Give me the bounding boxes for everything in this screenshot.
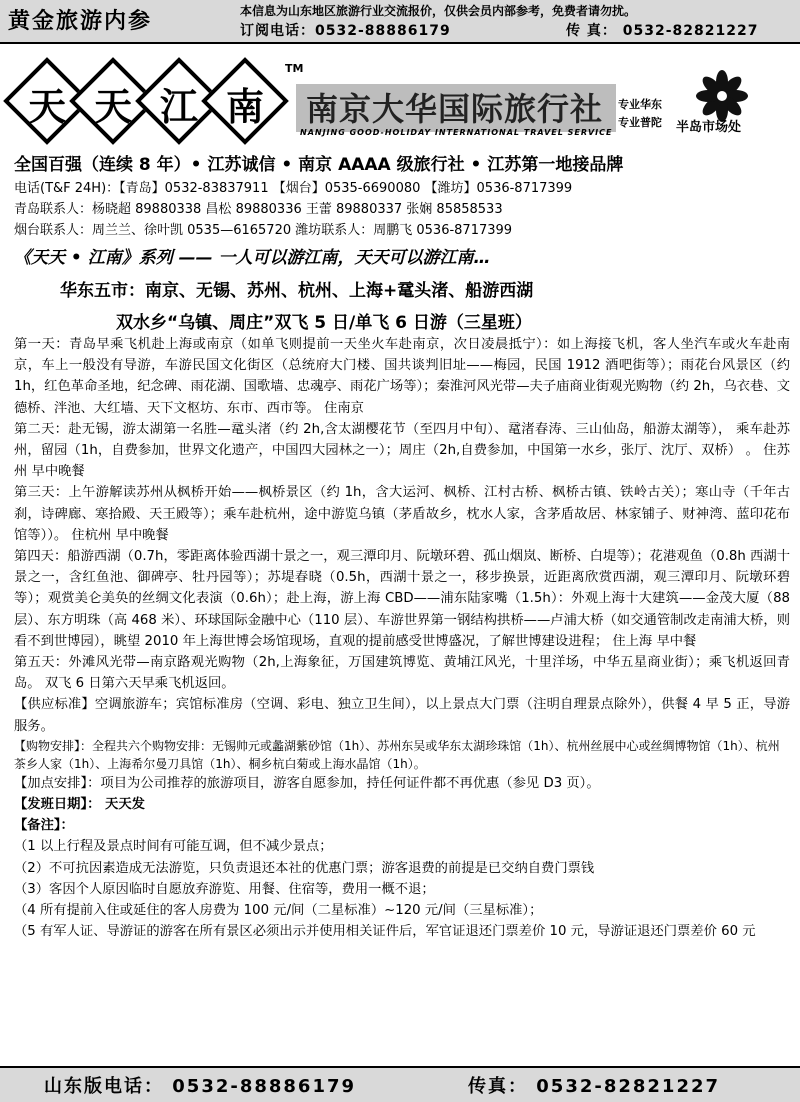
yantai-weifang-contacts: 烟台联系人：周兰兰、徐叶凯 0535—6165720 潍坊联系人：周鹏飞 0536-8717399 — [14, 223, 513, 238]
logo-char-4: 南 — [225, 84, 264, 129]
day-3: 第三天：上午游解读苏州从枫桥开始——枫桥景区（约 1h，含大运河、枫桥、江村古桥、枫桥古镇、铁岭古关）；寒山寺（千年古刹，诗碑廊、寒拾殿、天王殿等）；乘车赴杭州，途中游览乌镇（茅盾故乡，枕水人家，含茅盾故居、林家铺子、财神湾、蓝印花布馆等））。 住杭州 早中晚餐 — [14, 485, 790, 543]
remark-item: （5 有军人证、导游证的游客在所有景区必须出示并使用相关证件后，军官证退还门票差价 10 元，导游证退还门票差价 60 元 — [14, 924, 756, 940]
product-title: 双水乡“乌镇、周庄”双飞 5 日/单飞 6 日游（三星班） — [116, 313, 532, 333]
remark-item: （2）不可抗因素造成无法游览，只负责退还本社的优惠门票；游客退费的前提是已交纳自费门票钱 — [14, 860, 595, 876]
agency-english-name: NANJING GOOD-HOLIDAY INTERNATIONAL TRAVEL SERVICE — [300, 128, 613, 137]
series-title: 《天天 • 江南》系列 —— 一人可以游江南，天天可以游江南… — [14, 248, 491, 268]
logo-char-2: 天 — [93, 84, 132, 129]
credentials-line: 全国百强（连续 8 年）• 江苏诚信 • 南京 AAAA 级旅行社 • 江苏第一地接品牌 — [14, 155, 624, 175]
day-5: 第五天：外滩风光带—南京路观光购物（2h,上海象征，万国建筑博览、黄埔江风光，十里洋场，中华五星商业街）；乘飞机返回青岛。 双飞 6 日第六天早乘飞机返回。 — [14, 655, 790, 692]
header-fax: 传 真： 0532-82821227 — [566, 23, 759, 39]
day-2: 第二天：赴无锡，游太湖第一名胜—鼋头渚（约 2h,含太湖樱花节（至四月中旬）、鼋渚春涛、三山仙岛，船游太湖等）， 乘车赴苏州，留园（1h，自费参加，世界文化遗产，中国四大园林之一）；周庄（2h,自费参加，中国第一水乡，张厅、沈厅、双桥） 。 住苏州 早中晚餐 — [14, 421, 790, 480]
five-cities-line: 华东五市：南京、无锡、苏州、杭州、上海+鼋头渚、船游西湖 — [60, 281, 534, 301]
trademark-mark: TM — [285, 62, 304, 75]
day-1: 第一天：青岛早乘飞机赴上海或南京（如单飞则提前一天坐火车赴南京，次日凌晨抵宁）：如上海接飞机，客人坐汽车或火车赴南京，车上一般没有导游，车游民国文化街区（总统府大门楼、国共谈判旧址——梅园，民国 1912 酒吧街等）；雨花台风景区（约 1h，红色革命圣地，纪念碑、雨花湖、国歌墙、忠魂亭、雨花广场等）；秦淮河风光带—夫子庙商业街观光购物（约 2h，乌衣巷、文德桥、泮池、大红墙、天下文枢坊、东市、西市等。 住南京 — [14, 337, 790, 416]
day-4: 第四天：船游西湖（0.7h，零距离体验西湖十景之一，观三潭印月、阮墩环碧、孤山烟岚、断桥、白堤等）；花港观鱼（0.8h 西湖十景之一，含红鱼池、御碑亭、牡丹园等）；苏堤春晓（0.5h，西湖十景之一，移步换景，近距离欣赏西湖，观三潭印月、阮墩环碧等）；观赏美仑美奂的丝绸文化表演（0.6h）；赴上海，游上海 CBD——浦东陆家嘴（1.5h）：外观上海十大建筑——金茂大厦（88 层）、东方明珠（高 468 米）、环球国际金融中心（110 层）、车游世界第一钢结构拱桥——卢浦大桥（如交通管制改走南浦大桥，则看不到世博园），眺望 2010 年上海世博会场馆现场，直观的提前感受世博盛况，了解世博建设进程； 住上海 早中餐 — [14, 549, 790, 649]
shopping-arrangement: 【购物安排】：全程共六个购物安排：无锡帅元或蠡湖紫砂馆（1h）、苏州东吴或华东太湖珍珠馆（1h）、杭州丝展中心或丝绸博物馆（1h）、杭州茶乡人家（1h）、上海希尔曼刀具馆（1h）、桐乡杭白菊或上海水晶馆（1h）。 — [14, 738, 780, 771]
logo-char-3: 江 — [159, 84, 198, 129]
footer-phone: 山东版电话： 0532-88886179 — [44, 1076, 357, 1097]
remark-item: （3）客因个人原因临时自愿放弃游览、用餐、住宿等，费用一概不退； — [14, 881, 435, 897]
remark-item: （4 所有提前入住或延住的客人房费为 100 元/间（二星标准）~120 元/间（三星标准）； — [14, 903, 543, 919]
agency-name: 南京大华国际旅行社 — [306, 90, 604, 128]
supply-standard: 【供应标准】空调旅游车；宾馆标准房（空调、彩电、独立卫生间），以上景点大门票（注明自理景点除外），供餐 4 早 5 正，导游服务。 — [14, 697, 790, 734]
itinerary-body — [14, 334, 790, 942]
publication-title: 黄金旅游内参 — [8, 9, 153, 34]
contact-phones: 电话(T&F 24H)：【青岛】0532-83837911 【烟台】0535-6690080 【潍坊】0536-8717399 — [14, 181, 573, 196]
departure-dates: 【发班日期】： 天天发 — [14, 797, 145, 813]
qingdao-contacts: 青岛联系人：杨晓超 89880338 昌松 89880336 王蕾 89880337 张娴 85858533 — [14, 202, 503, 217]
logo-char-1: 天 — [27, 84, 66, 129]
remark-item: （1 以上行程及景点时间有可能互调，但不减少景点； — [14, 839, 333, 855]
tiantian-jiangnan-logo — [2, 56, 292, 148]
subscription-phone: 订阅电话：0532-88886179 — [240, 23, 451, 39]
slogan-huadong: 专业华东 — [618, 98, 662, 111]
slogan-putuo: 专业普陀 — [618, 116, 662, 129]
extra-items: 【加点安排】：项目为公司推荐的旅游项目，游客自愿参加，持任何证件都不再优惠（参见 D3 页）。 — [14, 775, 600, 791]
partner-mark: 半岛市场处 — [676, 120, 742, 135]
remarks-title: 【备注】： — [14, 818, 74, 834]
footer-fax: 传真： 0532-82821227 — [468, 1076, 721, 1097]
member-notice: 本信息为山东地区旅游行业交流报价，仅供会员内部参考，免费者请勿扰。 — [240, 4, 637, 18]
